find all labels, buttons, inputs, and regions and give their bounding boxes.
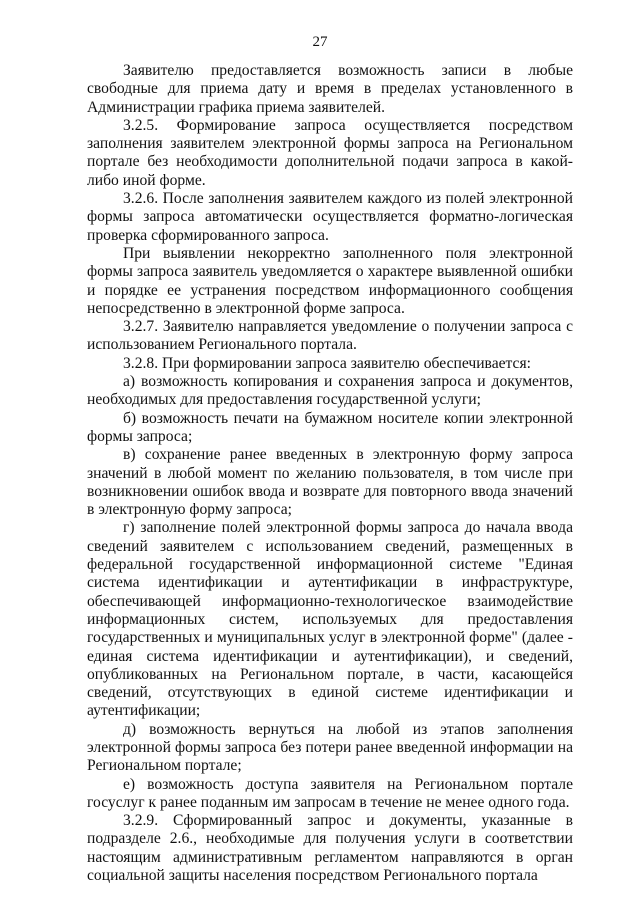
- paragraph-3-2-6: 3.2.6. После заполнения заявителем каждого из полей электронной формы запроса автоматически осуществляется форматно-логическая проверка сформированного запроса.: [87, 190, 573, 244]
- page-number: 27: [312, 34, 328, 50]
- paragraph-3-2-7: 3.2.7. Заявителю направляется уведомление о получении запроса с использованием Регионального портала.: [87, 318, 573, 354]
- list-item-v: в) сохранение ранее введенных в электронную форму запроса значений в любой момент по желанию пользователя, в том числе при возникновении ошибок ввода и возврате для повторного ввода значений в электронную форму запроса;: [87, 446, 573, 519]
- list-item-d: д) возможность вернуться на любой из этапов заполнения электронной формы запроса без потери ранее введенной информации на Региональном портале;: [87, 720, 573, 775]
- list-item-e: е) возможность доступа заявителя на Региональном портале госуслуг к ранее поданным им запросам в течение не менее одного года.: [87, 775, 573, 811]
- document-body: [87, 62, 573, 885]
- list-item-b: б) возможность печати на бумажном носителе копии электронной формы запроса;: [87, 409, 573, 445]
- list-item-a: а) возможность копирования и сохранения запроса и документов, необходимых для предоставления государственной услуги;: [87, 373, 573, 409]
- paragraph-3-2-9: 3.2.9. Сформированный запрос и документы, указанные в подразделе 2.6., необходимые для получения услуги в соответствии настоящим административным регламентом направляются в орган социальной защиты населения посредством Регионального портала: [87, 812, 573, 885]
- paragraph-3-2-8: 3.2.8. При формировании запроса заявителю обеспечивается:: [123, 354, 531, 372]
- paragraph-error-notice: При выявлении некорректно заполненного поля электронной формы запроса заявитель уведомляется о характере выявленной ошибки и порядке ее устранения посредством информационного сообщения непосредственно в электронной форме запроса.: [87, 244, 573, 317]
- paragraph-intro: Заявителю предоставляется возможность записи в любые свободные для приема дату и время в пределах установленного в Администрации графика приема заявителей.: [87, 62, 573, 116]
- list-item-g: г) заполнение полей электронной формы запроса до начала ввода сведений заявителем с использованием сведений, размещенных в федеральной государственной информационной системе "Единая система идентификации и аутентификации в инфраструктуре, обеспечивающей информационно-технологическое взаимодействие информационных систем, используемых для предоставления государственных и муниципальных услуг в электронной форме" (далее - единая система идентификации и аутентификации), и сведений, опубликованных на Региональном портале, в части, касающейся сведений, отсутствующих в единой системе идентификации и аутентификации;: [87, 519, 573, 720]
- paragraph-3-2-5: 3.2.5. Формирование запроса осуществляется посредством заполнения заявителем электронной формы запроса на Региональном портале без необходимости дополнительной подачи запроса в какой-либо иной форме.: [87, 116, 573, 189]
